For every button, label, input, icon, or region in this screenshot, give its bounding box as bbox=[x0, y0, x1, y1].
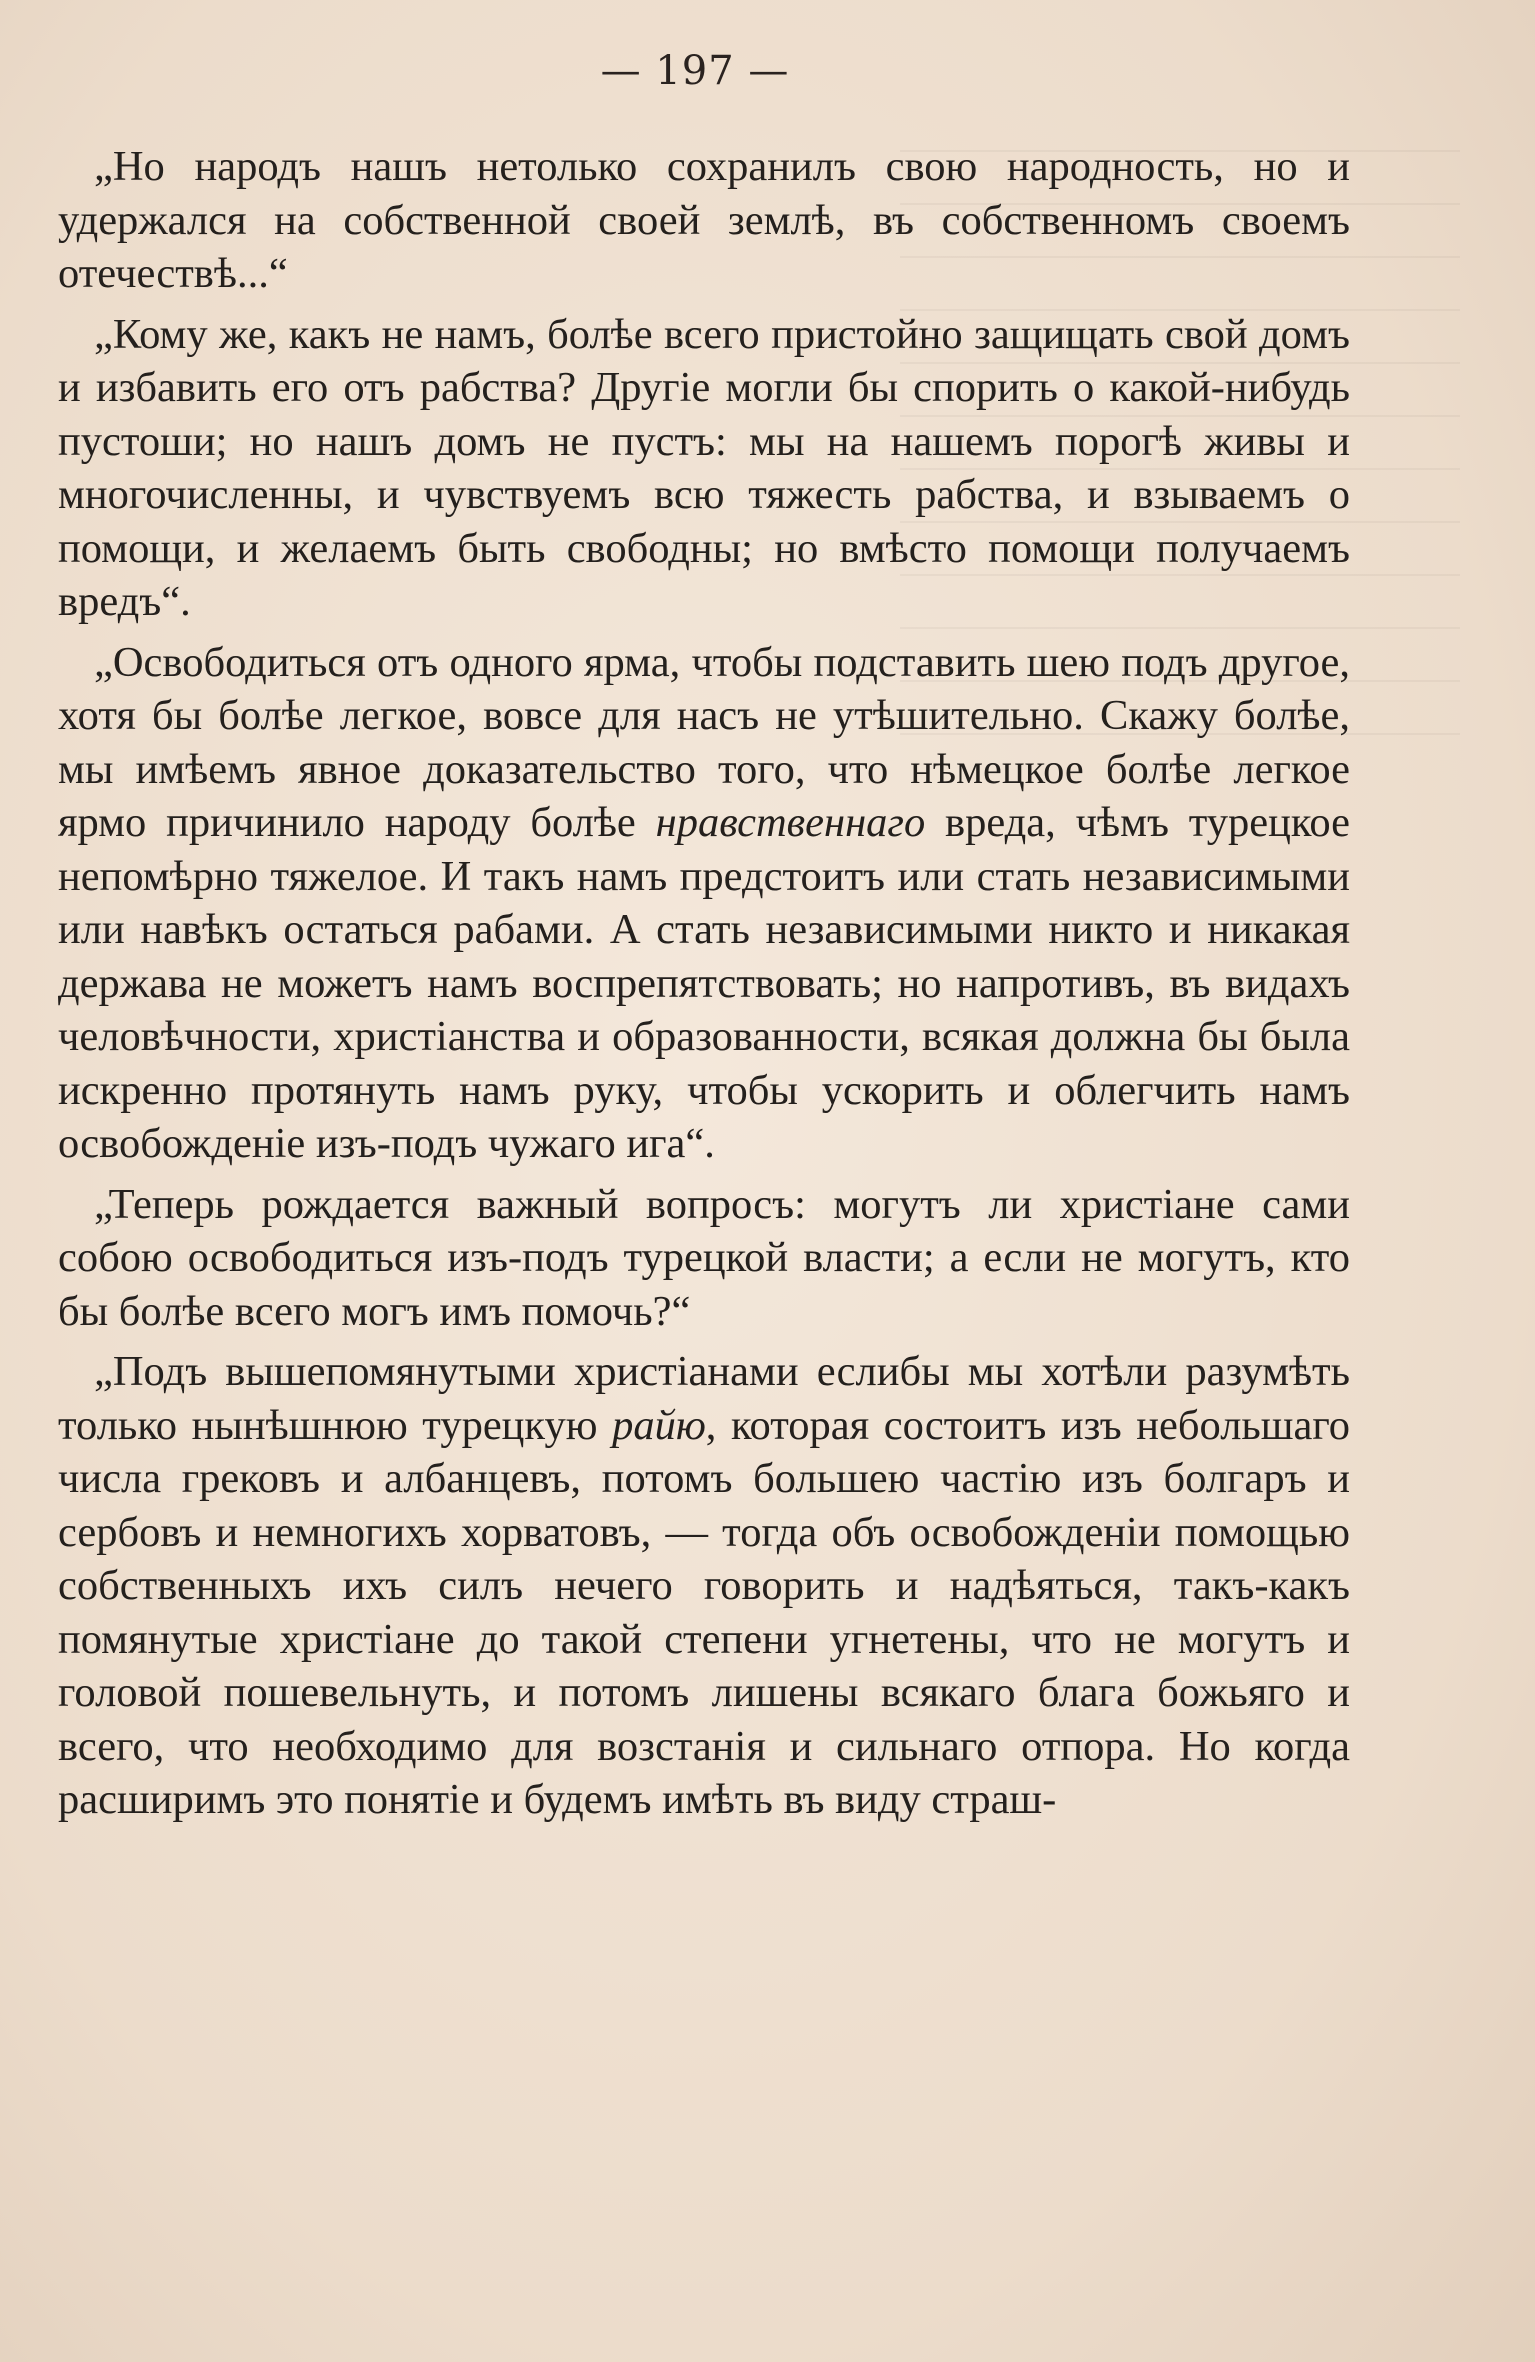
paragraph-5-italic-word: райю bbox=[612, 1401, 706, 1449]
paragraph-2: „Кому же, какъ не намъ, болѣе всего пристойно защищать свой домъ и избавить его отъ рабства? Другіе могли бы спорить о какой-нибудь пустоши; но нашъ домъ не пустъ: мы на нашемъ порогѣ живы и многочисленны, и чувствуемъ всю тяжесть рабства, и взываемъ о помощи, и желаемъ быть свободны; но вмѣсто помощи получаемъ вредъ“. bbox=[58, 310, 1350, 625]
paragraph-3-text-start: „Освободиться отъ одного ярма, чтобы подставить шею подъ другое, хотя бы болѣе легкое, вовсе для насъ не утѣшительно. Скажу болѣе, мы имѣемъ явное доказательство того, что нѣмецкое болѣе легкое ярмо причинило народу болѣе bbox=[58, 638, 1350, 846]
page-number: — 197 — bbox=[600, 48, 790, 94]
paragraph-1: „Но народъ нашъ нетолько сохранилъ свою народность, но и удержался на собственной своей землѣ, въ собственномъ своемъ отечествѣ...“ bbox=[58, 143, 1350, 297]
paragraph-4: „Теперь рождается важный вопросъ: могутъ ли христіане сами собою освободиться изъ-подъ турецкой власти; а если не могутъ, кто бы болѣе всего могъ имъ помочь?“ bbox=[58, 1180, 1350, 1335]
paragraph-3 bbox=[58, 636, 1350, 1171]
paragraph-5-text-start: „Подъ вышепомянутыми христіанами еслибы мы хотѣли разумѣть только нынѣшнюю турецкую bbox=[58, 1348, 1350, 1449]
paragraph-5-text-end: , которая состоитъ изъ небольшаго числа грековъ и албанцевъ, потомъ большею частію изъ болгаръ и сербовъ и немногихъ хорватовъ, — тогда объ освобожденіи помощью собственныхъ ихъ силъ нечего говорить и надѣяться, такъ-какъ помянутые христіане до такой степени угнетены, что не могутъ и головой пошевельнуть, и потомъ лишены всякаго блага божьяго и всего, что необходимо для возстанія и сильнаго отпора. Но когда расширимъ это понятіе и будемъ имѣть въ виду страш- bbox=[58, 1401, 1350, 1823]
paragraph-3-text-end: вреда, чѣмъ турецкое непомѣрно тяжелое. И такъ намъ предстоитъ или стать независимыми или навѣкъ остаться рабами. А стать независимыми никто и никакая держава не можетъ намъ воспрепятствовать; но напротивъ, въ видахъ человѣчности, христіанства и образованности, всякая должна бы была искренно протянуть намъ руку, чтобы ускорить и облегчить намъ освобожденіе изъ-подъ чужаго ига“. bbox=[58, 799, 1351, 1167]
paragraph-5 bbox=[58, 1345, 1350, 1827]
body-text bbox=[58, 140, 1350, 1827]
paragraph-3-italic-word: нравственнаго bbox=[655, 799, 926, 846]
